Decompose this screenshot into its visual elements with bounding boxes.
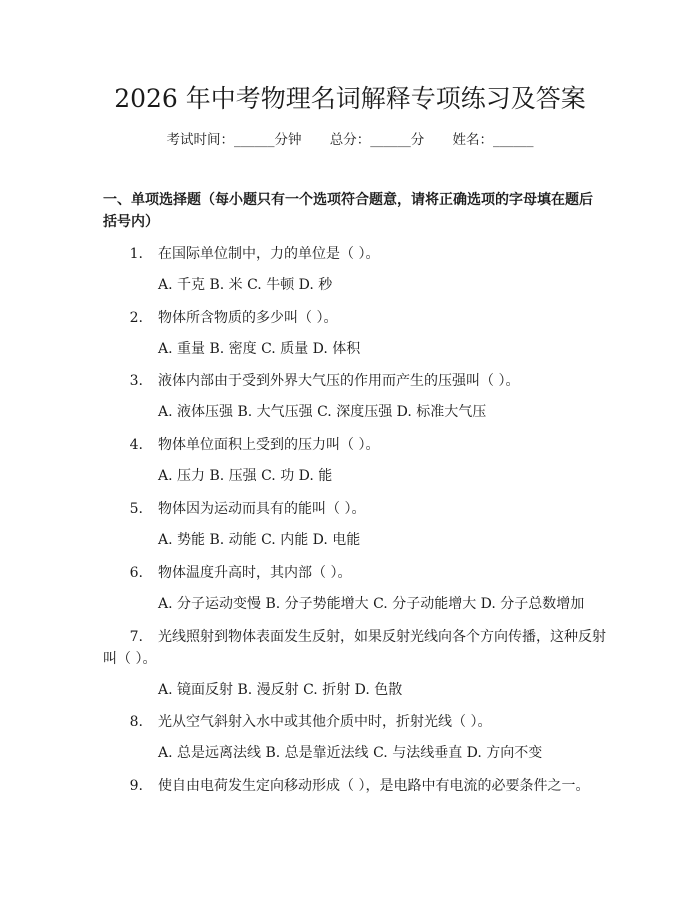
- question-number: 6.: [129, 565, 143, 581]
- question-item: [103, 307, 603, 329]
- question-options: A. 液体压强 B. 大气压强 C. 深度压强 D. 标准大气压: [158, 404, 487, 420]
- question-item: [103, 370, 603, 392]
- question-text: 物体单位面积上受到的压力叫（ ）。: [158, 437, 380, 453]
- exam-meta: [0, 130, 700, 150]
- page-title: 2026 年中考物理名词解释专项练习及答案: [114, 84, 586, 113]
- question-text: 使自由电荷发生定向移动形成（ ），是电路中有电流的必要条件之一。: [158, 778, 590, 794]
- question-item: [103, 711, 603, 733]
- question-number: 4.: [129, 437, 143, 453]
- question-text-line1: 光线照射到物体表面发生反射，如果反射光线向各个方向传播，这种反射: [158, 629, 606, 645]
- section-heading: 一、单项选择题（每小题只有一个选项符合题意，请将正确选项的字母填在题后括号内）: [103, 192, 593, 230]
- question-item: [103, 434, 603, 456]
- total-score-field: 总分：______分: [329, 132, 425, 148]
- exam-time-field: 考试时间：______分钟: [166, 132, 302, 148]
- question-number: 5.: [129, 501, 143, 517]
- question-continuation: [103, 648, 603, 670]
- question-number: 9.: [129, 778, 143, 794]
- question-number: 3.: [129, 373, 143, 389]
- question-text: 物体所含物质的多少叫（ ）。: [158, 310, 338, 326]
- student-name-field: 姓名：______: [452, 132, 534, 148]
- question-item: [103, 243, 603, 265]
- question-options: A. 镜面反射 B. 漫反射 C. 折射 D. 色散: [158, 682, 403, 698]
- question-number: 7.: [129, 629, 143, 645]
- question-text-line2: 叫（ ）。: [103, 651, 157, 667]
- question-number: 2.: [129, 310, 143, 326]
- question-options: A. 千克 B. 米 C. 牛顿 D. 秒: [158, 277, 333, 293]
- question-item: [103, 498, 603, 520]
- question-item: [103, 775, 603, 797]
- question-options: A. 势能 B. 动能 C. 内能 D. 电能: [158, 532, 361, 548]
- question-text: 光从空气斜射入水中或其他介质中时，折射光线（ ）。: [158, 714, 492, 730]
- question-text: 物体温度升高时，其内部（ ）。: [158, 565, 352, 581]
- question-item: [103, 562, 603, 584]
- question-number: 8.: [129, 714, 143, 730]
- question-number: 1.: [129, 246, 143, 262]
- question-options: A. 分子运动变慢 B. 分子势能增大 C. 分子动能增大 D. 分子总数增加: [158, 596, 585, 612]
- question-options: A. 总是远离法线 B. 总是靠近法线 C. 与法线垂直 D. 方向不变: [158, 745, 543, 761]
- question-options: A. 压力 B. 压强 C. 功 D. 能: [158, 468, 333, 484]
- question-text: 液体内部由于受到外界大气压的作用而产生的压强叫（ ）。: [158, 373, 520, 389]
- question-text: 物体因为运动而具有的能叫（ ）。: [158, 501, 366, 517]
- question-text: 在国际单位制中，力的单位是（ ）。: [158, 246, 380, 262]
- question-options: A. 重量 B. 密度 C. 质量 D. 体积: [158, 341, 361, 357]
